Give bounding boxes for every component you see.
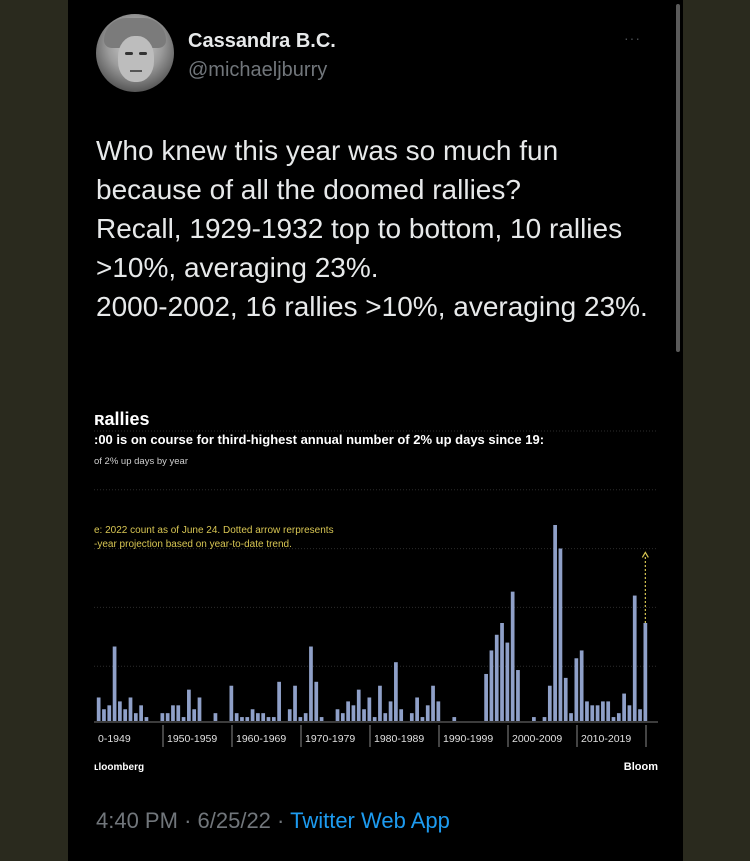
separator-dot: · [184,808,192,833]
chart-bar [134,713,138,721]
chart-bar [585,701,589,721]
chart-bar [261,713,265,721]
chart-bar [484,674,488,721]
chart-bar [277,682,281,721]
chart-bar [362,709,366,721]
chart-bar [304,713,308,721]
chart-bar [628,705,632,721]
chart-bar [622,694,626,721]
chart-bar [176,705,180,721]
chart-bar [548,686,552,721]
chart-bar [352,705,356,721]
x-tick-label: 1950-1959 [167,733,218,745]
chart-bar [559,549,563,721]
chart-ylabel: of 2% up days by year [94,456,188,467]
chart-bar [431,686,435,721]
chart-bar [240,717,244,721]
chart-bar [543,717,547,721]
avatar[interactable] [96,14,174,92]
chart-bar [256,713,260,721]
display-name[interactable]: Cassandra B.C. [188,30,336,52]
chart-bar [436,701,440,721]
chart-bar [580,650,584,721]
user-handle[interactable]: @michaeljburry [188,59,328,81]
x-tick-label: 1980-1989 [374,733,425,745]
chart-bar [267,717,271,721]
chart-bar [251,709,255,721]
chart-bar [298,717,302,721]
chart-bar [123,709,127,721]
chart-bar [341,713,345,721]
more-options-icon[interactable]: ··· [624,30,641,46]
chart-bar [235,713,239,721]
chart-bar [107,705,111,721]
x-tick-label: 1970-1979 [305,733,356,745]
chart-bar [129,697,133,721]
chart-bar [320,717,324,721]
chart-bar [293,686,297,721]
chart-bar [245,717,249,721]
chart-bar [532,717,536,721]
chart-bar [272,717,276,721]
chart-bar [421,717,425,721]
chart-bar [309,647,313,721]
tweet-date[interactable]: 6/25/22 [197,808,271,833]
chart-bar [378,686,382,721]
chart-bar [511,592,515,721]
chart-bar [612,717,616,721]
chart-bar [373,717,377,721]
chart-bar [113,647,117,721]
chart-bar [495,635,499,721]
chart-bar [505,643,509,721]
chart-bar [160,713,164,721]
chart-source: ʟloomberg [94,762,145,773]
chart-bar [389,701,393,721]
chart-bar [314,682,318,721]
chart-bar [166,713,170,721]
source-app-link[interactable]: Twitter Web App [290,808,450,833]
chart-bar [516,670,520,721]
chart-bar [452,717,456,721]
chart-bar [198,697,202,721]
chart-bar [383,713,387,721]
chart-bar [214,713,218,721]
chart-bar [346,701,350,721]
chart-bar [182,717,186,721]
projection-arrow-head [642,552,648,557]
chart-bar [606,701,610,721]
x-tick-label: 1990-1999 [443,733,494,745]
chart-bar [643,623,647,721]
chart-bar [357,690,361,721]
chart-bar [590,705,594,721]
tweet-timestamp [96,808,450,834]
chart-bar [410,713,414,721]
chart-bar [139,705,143,721]
scrollbar[interactable] [676,4,680,352]
chart-bar [596,705,600,721]
chart-bar [617,713,621,721]
x-tick-label: 2000-2009 [512,733,563,745]
chart-bar [118,701,122,721]
chart-bar [187,690,191,721]
chart-bar [394,662,398,721]
chart-bar [192,709,196,721]
chart-bar [229,686,233,721]
tweet-time[interactable]: 4:40 PM [96,808,178,833]
chart-bar [574,658,578,721]
chart-bar [145,717,149,721]
tweet-text: Who knew this year was so much fun because of all the doomed rallies? Recall, 1929-1932 top to bottom, 10 rallies >10%, averaging 23%. 2000-2002, 16 rallies >10%, averaging 23%. [96,135,648,322]
chart-bar [415,697,419,721]
chart-bar [171,705,175,721]
separator-dot: · [277,808,285,833]
chart-subtitle: :00 is on course for third-highest annual number of 2% up days since 19: [94,432,545,447]
chart-bar [500,623,504,721]
chart-note-line2: -year projection based on year-to-date trend. [94,539,292,550]
chart-bar [569,713,573,721]
chart-bar [288,709,292,721]
chart-note-line1: e: 2022 count as of June 24. Dotted arrow rerpresents [94,525,334,536]
chart-bar [490,650,494,721]
x-tick-label: 1960-1969 [236,733,287,745]
chart-bar [553,525,557,721]
chart-brand: Bloom [623,761,658,773]
chart-bar [633,596,637,721]
chart-bar [564,678,568,721]
x-tick-label: 2010-2019 [581,733,632,745]
x-tick-label: 0-1949 [98,733,131,745]
chart-bar [367,697,371,721]
chart-bar [399,709,403,721]
chart-title: ʀallies [94,409,150,429]
chart-bar [97,697,101,721]
attached-chart-image[interactable] [94,405,658,775]
chart-bar [638,709,642,721]
chart-bar [426,705,430,721]
chart-bar [102,709,106,721]
chart-bar [601,701,605,721]
chart-bar [336,709,340,721]
tweet-card [68,0,683,861]
